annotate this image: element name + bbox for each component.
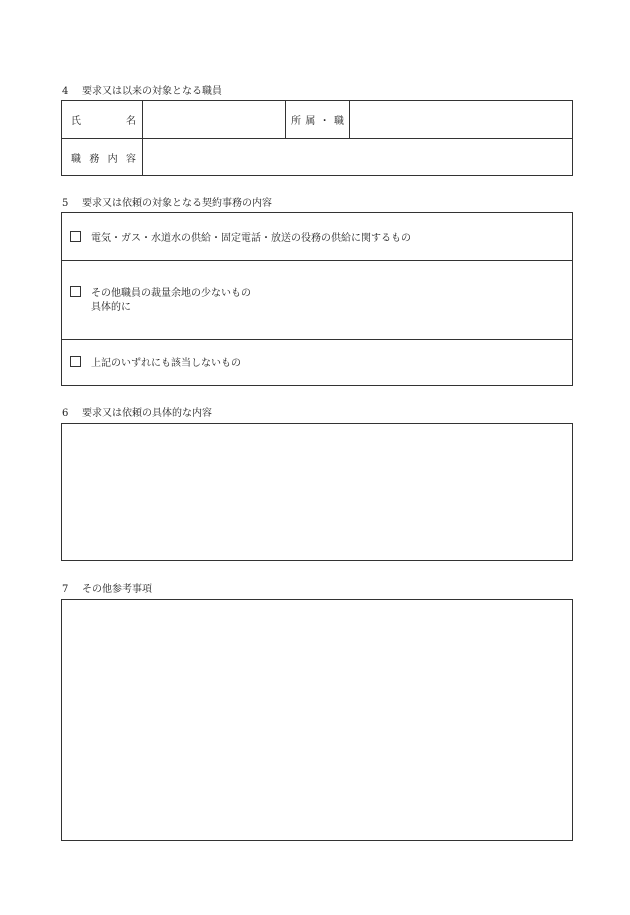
option-label: 電気・ガス・水道水の供給・固定電話・放送の役務の供給に関するもの [91,233,411,244]
option-utilities[interactable] [70,231,411,246]
name-label-cell [62,101,143,139]
option-low-discretion[interactable] [70,286,251,315]
section-number: 6 [62,408,69,419]
duties-field[interactable] [143,139,573,176]
staff-table [61,100,573,176]
section-number: 4 [62,86,69,97]
details-field[interactable] [61,423,573,561]
name-label-char: 氏 [71,116,81,127]
checkbox[interactable] [70,356,81,367]
section-heading: 要求又は以来の対象となる職員 [82,86,222,97]
affiliation-label-char: 所 [291,116,301,127]
duties-label-char: 職 [71,153,81,165]
section-number: 7 [62,584,69,595]
checkbox[interactable] [70,231,81,242]
section-heading: 要求又は依頼の具体的な内容 [82,408,212,419]
affiliation-field[interactable] [350,101,573,139]
affiliation-label-cell [286,101,350,139]
name-field[interactable] [143,101,286,139]
notes-field[interactable] [61,599,573,841]
option-label: 上記のいずれにも該当しないもの [91,358,241,369]
section-5-title [62,198,272,210]
divider [62,260,572,261]
affiliation-label-char: ・ [319,116,330,127]
option-sub-label: 具体的に [91,302,131,313]
section-heading: その他参考事項 [82,584,152,595]
duties-label-char: 容 [125,153,136,165]
option-none-applicable[interactable] [70,356,241,371]
section-heading: 要求又は依頼の対象となる契約事務の内容 [82,198,272,209]
duties-label-char: 務 [89,153,100,165]
divider [62,339,572,340]
section-6-title [62,408,212,420]
section-4-title [62,86,222,98]
name-label-char: 名 [126,116,136,127]
checkbox[interactable] [70,286,81,297]
section-number: 5 [62,198,69,209]
affiliation-label-char: 属 [305,116,316,127]
section-7-title [62,584,152,596]
duties-label-cell [62,139,143,176]
affiliation-label-char: 職 [333,116,344,127]
contract-options-box [61,212,573,386]
option-label: その他職員の裁量余地の少ないもの [91,288,251,299]
duties-label-char: 内 [107,153,118,165]
